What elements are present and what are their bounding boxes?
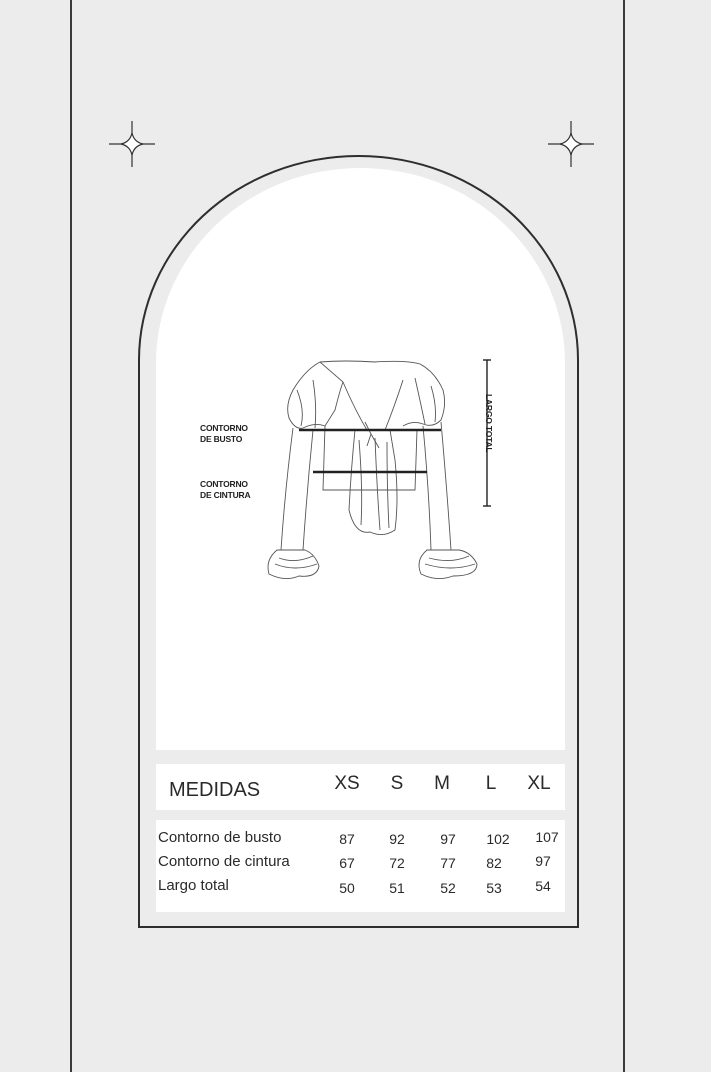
table-cell: 107 — [535, 829, 559, 845]
size-table — [156, 764, 565, 896]
sparkle-icon — [548, 121, 594, 167]
size-header: L — [485, 773, 497, 794]
frame-line-left — [70, 0, 72, 1072]
table-cell: 97 — [535, 853, 551, 869]
table-cell: 72 — [389, 855, 405, 871]
bust-label: CONTORNO DE BUSTO — [200, 423, 248, 444]
table-cell: 53 — [486, 880, 502, 896]
table-header — [156, 764, 565, 810]
row-label: Contorno de cintura — [158, 853, 290, 870]
size-header: XL — [527, 773, 551, 794]
frame-line-right — [623, 0, 625, 1072]
table-cell: 97 — [440, 831, 456, 847]
table-cell: 82 — [486, 855, 502, 871]
table-cell: 87 — [339, 831, 355, 847]
row-label: Largo total — [158, 877, 229, 894]
table-cell: 51 — [389, 880, 405, 896]
sparkle-icon — [109, 121, 155, 167]
table-title: MEDIDAS — [169, 779, 261, 801]
row-label: Contorno de busto — [158, 829, 282, 846]
table-body — [156, 820, 565, 912]
length-label: LARGO TOTAL — [484, 394, 494, 453]
table-cell: 54 — [535, 878, 551, 894]
size-header: M — [434, 773, 450, 794]
blouse-illustration — [255, 350, 500, 590]
table-cell: 77 — [440, 855, 456, 871]
waist-label: CONTORNO DE CINTURA — [200, 479, 251, 500]
table-cell: 102 — [486, 831, 510, 847]
table-cell: 92 — [389, 831, 405, 847]
table-cell: 50 — [339, 880, 355, 896]
size-header: XS — [334, 773, 360, 794]
table-cell: 67 — [339, 855, 355, 871]
table-cell: 52 — [440, 880, 456, 896]
size-header: S — [390, 773, 404, 794]
